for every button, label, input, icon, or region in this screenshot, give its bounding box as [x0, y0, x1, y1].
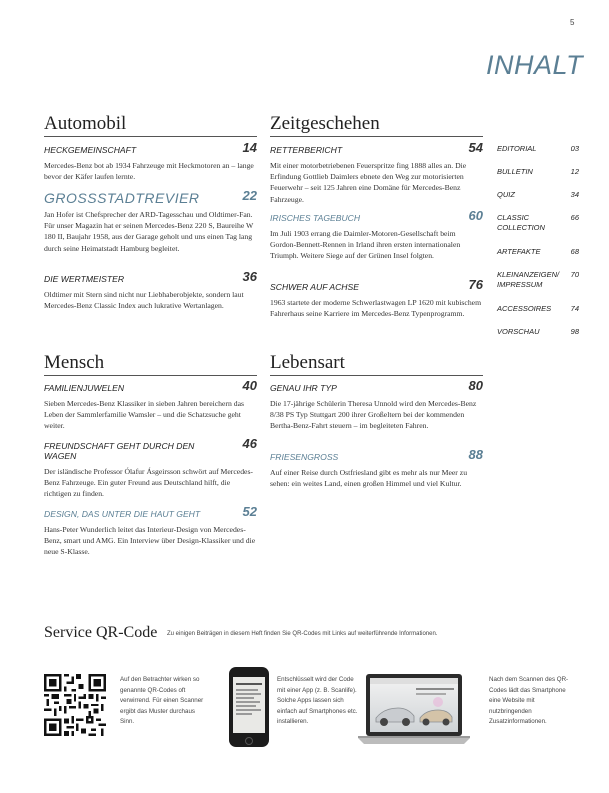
laptop-icon: [354, 672, 474, 748]
toc-item-title: FAMILIENJUWELEN: [44, 383, 125, 393]
qr-code-icon: [44, 674, 106, 736]
toc-item-desc: Jan Hofer ist Chefsprecher der ARD-Tagesschau und Oldtimer-Fan. Für unser Magazin hat er seinen Mercedes-Benz 220 S, Baureihe W 180 II, Baujahr 1958, aus der Garage geholt und uns einen Tag lang durch seine Heimatstadt Hamburg begleitet.: [44, 210, 254, 253]
toc-item-page: 76: [468, 277, 483, 292]
toc-item-title: SCHWER AUF ACHSE: [270, 282, 359, 292]
toc-item-page: 22: [242, 188, 257, 203]
toc-item-page: 36: [242, 269, 257, 284]
toc-item-desc: 1963 startete der moderne Schwerlastwagen LP 1620 mit kubischem Fahrerhaus seine Karriere im Mercedes-Benz Typenprogramm.: [270, 298, 482, 319]
service-subtitle: Zu einigen Beiträgen in diesem Heft finden Sie QR-Codes mit Links auf weiterführende Informationen.: [167, 631, 438, 637]
toc-item-desc: Im Juli 1903 errang die Daimler-Motoren-Gesellschaft beim Gordon-Bennett-Rennen in Irland ihren ersten internationalen Triumph. Weitere Siege auf der Grünen Insel folgten.: [270, 229, 461, 261]
section-title-automobil: Automobil: [44, 113, 257, 137]
smartphone-icon: [229, 667, 269, 747]
toc-item-page: 88: [468, 447, 483, 462]
toc-item-title: FREUNDSCHAFT GEHT DURCH DEN WAGEN: [44, 441, 195, 461]
side-toc-label: BULLETIN: [497, 167, 533, 176]
toc-item-page: 46: [242, 436, 257, 451]
toc-item[interactable]: [270, 277, 483, 319]
service-text-website: Nach dem Scannen des QR-Codes lädt das Smartphone eine Website mit nutzbringenden Zusatzinformationen.: [489, 676, 569, 725]
toc-item-page: 54: [468, 140, 483, 155]
toc-item-desc: Oldtimer mit Stern sind nicht nur Liebhaberobjekte, sondern laut Mercedes-Benz Classic Index auch lukrative Wertanlagen.: [44, 290, 244, 311]
toc-item-desc: Sieben Mercedes-Benz Klassiker in sieben Jahren bereichern das Leben der Sammlerfamilie Wamsler – und die Schatzsuche geht weiter.: [44, 399, 245, 431]
side-toc-label: KLEINANZEIGEN/ IMPRESSUM: [497, 270, 560, 289]
toc-item-title: RETTERBERICHT: [270, 145, 343, 155]
toc-item-title: DESIGN, DAS UNTER DIE HAUT GEHT: [44, 509, 201, 519]
side-toc-page: 70: [570, 270, 579, 279]
toc-item-title: IRISCHES TAGEBUCH: [270, 213, 361, 223]
page-title: INHALT: [486, 50, 584, 80]
toc-item[interactable]: [44, 190, 257, 254]
side-toc-label: VORSCHAU: [497, 327, 540, 336]
side-toc-page: 66: [570, 213, 579, 222]
toc-item[interactable]: [270, 447, 483, 489]
side-toc-page: 68: [570, 247, 579, 256]
service-title: Service QR-Code: [44, 624, 158, 641]
toc-item-desc: Auf einer Reise durch Ostfriesland gibt es mehr als nur Meer zu sehen: ein weites Land, einen großen Himmel und viel Kultur.: [270, 468, 468, 489]
side-toc-page: 03: [570, 144, 579, 153]
toc-item[interactable]: [44, 378, 257, 432]
toc-item[interactable]: [44, 436, 257, 500]
side-toc-page: 12: [570, 167, 579, 176]
toc-item[interactable]: [44, 269, 257, 311]
toc-item-desc: Die 17-jährige Schülerin Theresa Unnold wird den Mercedes-Benz 8/38 PS Typ Stuttgart 200 ihrer Großeltern bei der kommenden Bertha-Benz-Fahrt steuern – im begleiteten Fahren.: [270, 399, 477, 431]
toc-item-desc: Mit einer motorbetriebenen Feuerspritze fing 1888 alles an. Die Erfindung Gottlieb Daimlers ebnete den Weg zur motorisierten Feuerwehr – seit 125 Jahren eine Domäne für Mercedes-Benz Fahrzeuge.: [270, 161, 467, 204]
side-toc-label: ACCESSOIRES: [497, 304, 552, 313]
side-toc-page: 98: [570, 327, 579, 336]
toc-item-page: 60: [468, 208, 483, 223]
side-toc-label: EDITORIAL: [497, 144, 537, 153]
side-toc-label: CLASSIC COLLECTION: [497, 213, 545, 232]
section-title-zeitgeschehen: Zeitgeschehen: [270, 113, 483, 137]
toc-item-page: 52: [242, 504, 257, 519]
page-number: 5: [570, 18, 575, 27]
service-text-qr: Auf den Betrachter wirken so genannte QR-Codes oft verwirrend. Für einen Scanner ergibt das Muster durchaus Sinn.: [120, 676, 204, 725]
section-title-mensch: Mensch: [44, 352, 257, 376]
toc-item-title: DIE WERTMEISTER: [44, 274, 125, 284]
service-text-app: Entschlüsselt wird der Code mit einer App (z. B. Scanlife). Solche Apps lassen sich einfach auf Smartphones etc. installieren.: [277, 676, 358, 725]
toc-item-title: FRIESENGROSS: [270, 452, 339, 462]
toc-item-page: 80: [468, 378, 483, 393]
toc-item-title: HECKGEMEINSCHAFT: [44, 145, 137, 155]
side-toc-label: QUIZ: [497, 190, 515, 199]
toc-item-title: GROSSSTADTREVIER: [44, 190, 200, 206]
toc-item[interactable]: [270, 140, 483, 205]
toc-item[interactable]: [270, 208, 483, 262]
section-title-lebensart: Lebensart: [270, 352, 483, 376]
toc-item-desc: Hans-Peter Wunderlich leitet das Interieur-Design von Mercedes-Benz, smart und AMG. Ein Interview über Design-Klassiker und die neue S-Klasse.: [44, 525, 256, 557]
side-toc-page: 74: [570, 304, 579, 313]
toc-item-title: GENAU IHR TYP: [270, 383, 337, 393]
toc-item[interactable]: [44, 504, 257, 558]
toc-item-desc: Mercedes-Benz bot ab 1934 Fahrzeuge mit Heckmotoren an – lange bevor der Käfer laufen lernte.: [44, 161, 254, 182]
toc-item-page: 14: [242, 140, 257, 155]
side-toc-page: 34: [570, 190, 579, 199]
side-toc-label: ARTEFAKTE: [497, 247, 541, 256]
toc-item-page: 40: [242, 378, 257, 393]
toc-item-desc: Der isländische Professor Ólafur Ásgeirsson schwört auf Mercedes-Benz Fahrzeuge. Ein guter Freund aus Deutschland hilft, die richtigen zu finden.: [44, 467, 253, 499]
toc-item[interactable]: [270, 378, 483, 432]
toc-item[interactable]: [44, 140, 257, 182]
